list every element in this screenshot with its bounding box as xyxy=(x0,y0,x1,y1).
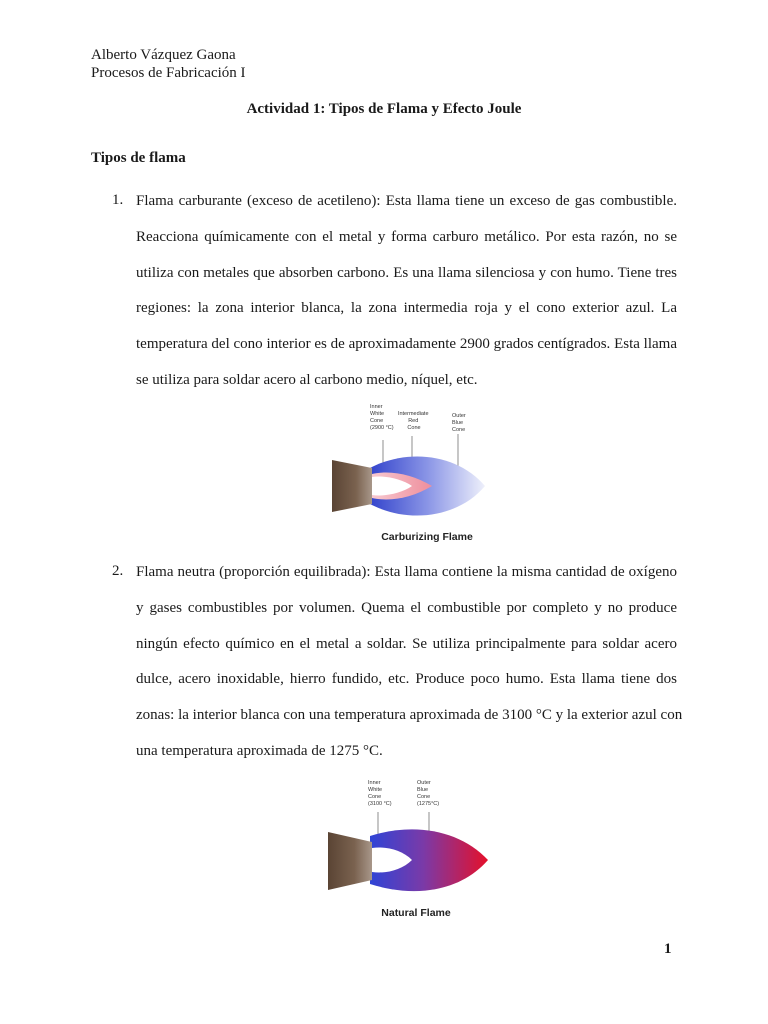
figure-caption: Natural Flame xyxy=(381,907,451,919)
outer-label: Outer Blue Cone (1275°C) xyxy=(417,780,440,807)
list-number: 1. xyxy=(112,192,124,208)
text-line: utiliza con metales que absorben carbono. Es una llama silenciosa y con humo. Tiene tres xyxy=(136,264,677,281)
course-name: Procesos de Fabricación I xyxy=(91,65,246,81)
page-number: 1 xyxy=(664,941,672,957)
list-item-text xyxy=(136,555,683,770)
text-line: ningún efecto químico en el metal a soldar. Se utiliza principalmente para soldar acero xyxy=(136,635,677,652)
section-title: Tipos de flama xyxy=(91,150,186,166)
text-line: Flama carburante (exceso de acetileno): Esta llama tiene un exceso de gas combustible. xyxy=(136,193,677,209)
list-number: 2. xyxy=(112,563,124,579)
text-line: dulce, acero inoxidable, hierro fundido, etc. Produce poco humo. Esta llama tiene dos xyxy=(136,671,677,688)
inner-label: Inner White Cone (2900 °C) xyxy=(370,404,394,431)
outer-label: Outer Blue Cone xyxy=(452,413,466,433)
figure-caption: Carburizing Flame xyxy=(381,531,473,543)
text-line: regiones: la zona interior blanca, la zona intermedia roja y el cono exterior azul. La xyxy=(136,300,677,317)
text-line: Reacciona químicamente con el metal y forma carburo metálico. Por esta razón, no se xyxy=(136,228,677,245)
text-line: y gases combustibles por volumen. Quema el combustible por completo y no produce xyxy=(136,599,677,616)
text-line: Flama neutra (proporción equilibrada): Esta llama contiene la misma cantidad de oxígeno xyxy=(136,564,677,580)
carburizing-flame-figure xyxy=(328,400,493,548)
text-line: una temperatura aproximada de 1275 °C. xyxy=(136,742,383,759)
text-line: se utiliza para soldar acero al carbono medio, níquel, etc. xyxy=(136,371,478,388)
document-title: Actividad 1: Tipos de Flama y Efecto Joule xyxy=(246,101,522,117)
natural-flame-figure xyxy=(326,776,494,922)
torch-nozzle xyxy=(328,832,372,890)
text-line: zonas: la interior blanca con una temperatura aproximada de 3100 °C y la exterior azul con xyxy=(136,707,683,724)
author-name: Alberto Vázquez Gaona xyxy=(91,47,236,63)
inner-label: Inner White Cone (3100 °C) xyxy=(368,780,392,807)
list-item-text xyxy=(136,184,677,399)
intermediate-label: Intermediate Red Cone xyxy=(397,411,429,431)
torch-nozzle xyxy=(332,460,372,512)
text-line: temperatura del cono interior es de aproximadamente 2900 grados centígrados. Esta llama xyxy=(136,336,677,353)
